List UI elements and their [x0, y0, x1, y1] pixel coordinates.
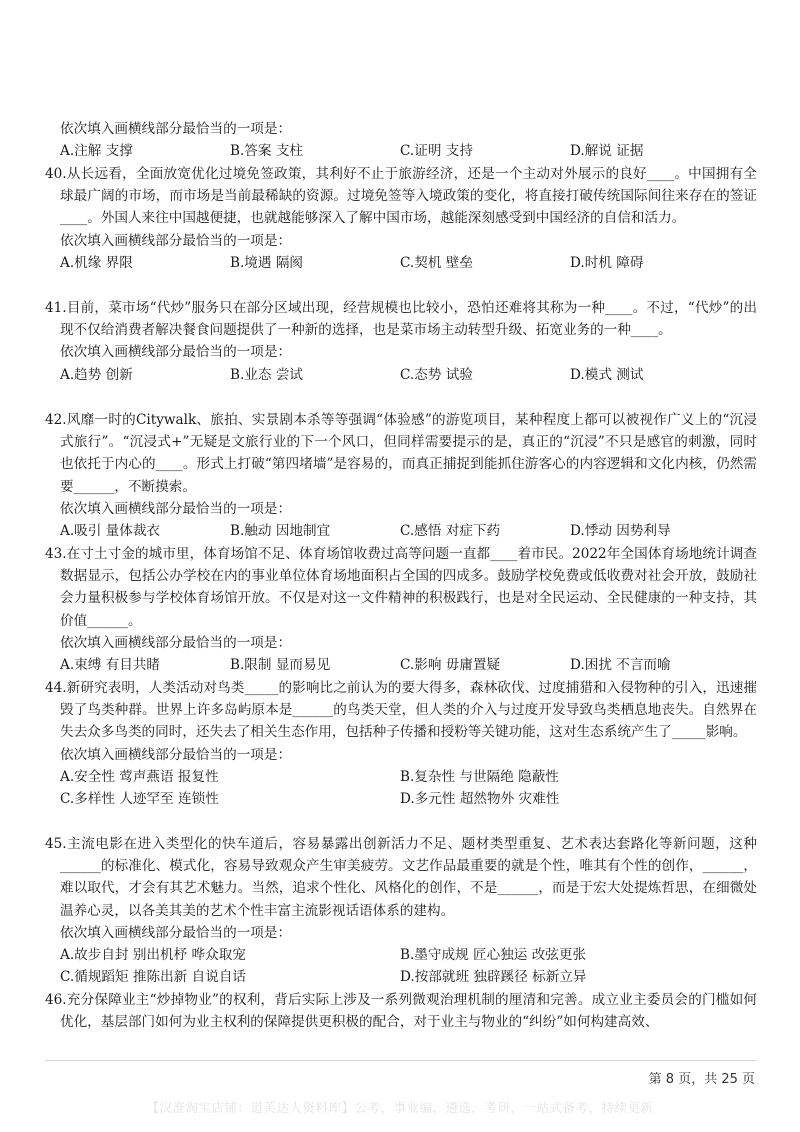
question-prompt: 依次填入画横线部分最恰当的一项是：: [60, 634, 292, 651]
question-prompt: 依次填入画横线部分最恰当的一项是：: [60, 500, 292, 517]
option-c: C.影响 毋庸置疑: [400, 657, 501, 674]
question-text: 46.充分保障业主“炒掉物业”的权利，背后实际上涉及一系列微观治理机制的厘清和完善。成立业主委员会的门槛如何优化，基层部门如何为业主权利的保障提供更积极的配合，对于业主与物业的“纠纷”如何构建高效、: [45, 992, 757, 1031]
option-a: A.机缘 界限: [60, 254, 133, 271]
option-d: D.时机 障碍: [570, 254, 644, 271]
question-prompt: 依次填入画横线部分最恰当的一项是：: [60, 746, 292, 763]
option-b: B.墨守成规 匠心独运 改弦更张: [400, 947, 587, 964]
options-grid: [45, 944, 757, 988]
option-b: B.限制 显而易见: [230, 657, 331, 674]
option-a: A.安全性 莺声燕语 报复性: [60, 768, 219, 785]
option-c: C.感悟 对症下药: [400, 523, 501, 540]
question-46: [45, 989, 757, 1033]
option-d: D.多元性 超然物外 灾难性: [400, 791, 560, 808]
question-text: 45.主流电影在进入类型化的快车道后，容易暴露出创新活力不足、题材类型重复、艺术表达套路化等新问题，这种______的标准化、模式化，容易导致观众产生审美疲劳。文艺作品最重要的就是个性，唯其有个性的创作，______，难以取代，才会有其艺术魅力。当然，追求个性化、风格化的创作，不是______，而是于宏大处提炼哲思，在细微处温养心灵，以各美其美的艺术个性丰富主流影视话语体系的建构。: [45, 836, 757, 919]
footer-divider: [45, 1060, 757, 1061]
option-a: A.故步自封 别出机杼 哗众取宠: [60, 947, 246, 964]
option-b: B.答案 支柱: [230, 143, 304, 160]
option-b: B.复杂性 与世隔绝 隐蔽性: [400, 768, 559, 785]
option-d: D.模式 测试: [570, 366, 644, 383]
question-prompt: 依次填入画横线部分最恰当的一项是：: [60, 121, 292, 137]
option-b: B.境遇 隔阂: [230, 254, 304, 271]
question-prompt: 依次填入画横线部分最恰当的一项是：: [60, 344, 292, 361]
question-45: [45, 833, 757, 988]
options-row: [45, 252, 757, 274]
option-a: A.注解 支撑: [60, 143, 133, 160]
watermark-text: 【汉准淘宝店铺：道芙达人资料库】公考，事业编，遴选，考研，一站式备考，持续更新: [146, 1100, 654, 1115]
question-text: 42.风靡一时的Citywalk、旅拍、实景剧本杀等等强调“体验感”的游览项目，某种程度上都可以被视作广义上的“沉浸式旅行”。“沉浸式+”无疑是文旅行业的下一个风口，但同样需要提示的是，真正的“沉浸”不只是感官的刺激，同时也依托于内心的____。形式上打破“第四堵墙”是容易的，而真正捕捉到能抓住游客心的内容逻辑和文化内核，仍然需要______，不断摸索。: [45, 412, 757, 495]
question-40: [45, 163, 757, 274]
question-prompt: 依次填入画横线部分最恰当的一项是：: [60, 924, 292, 941]
options-row: [45, 140, 757, 162]
option-d: D.悸动 因势利导: [570, 523, 671, 540]
option-c: C.多样性 人迹罕至 连锁性: [60, 791, 219, 808]
options-grid: [45, 766, 757, 810]
question-text: 44.新研究表明，人类活动对鸟类_____的影响比之前认为的要大得多，森林砍伐、过度捕猎和入侵物种的引入，迅速摧毁了鸟类种群。世界上许多岛屿原本是______的鸟类天堂，但人类的介入与过度开发导致鸟类栖息地丧失。自然界在失去众多鸟类的同时，还失去了相关生态作用，包括种子传播和授粉等关键功能，这对生态系统产生了_____影响。: [45, 680, 757, 741]
question-43: [45, 543, 757, 676]
option-a: A.趋势 创新: [60, 366, 133, 383]
options-row: [45, 520, 757, 542]
question-39-tail: [45, 118, 757, 162]
option-c: C.态势 试验: [400, 366, 473, 383]
option-c: C.证明 支持: [400, 143, 473, 160]
option-d: D.按部就班 独辟蹊径 标新立异: [400, 969, 587, 986]
option-b: B.业态 尝试: [230, 366, 304, 383]
question-text: 41.目前，菜市场“代炒”服务只在部分区域出现，经营规模也比较小，恐怕还难将其称为一种____。不过，“代炒”的出现不仅给消费者解决餐食问题提供了一种新的选择，也是菜市场主动转型升级、拓宽业务的一种____。: [45, 300, 757, 339]
option-d: D.困扰 不言而喻: [570, 657, 671, 674]
option-d: D.解说 证据: [570, 143, 644, 160]
options-row: [45, 364, 757, 386]
question-41: [45, 297, 757, 386]
option-c: C.契机 壁垒: [400, 254, 473, 271]
question-prompt: 依次填入画横线部分最恰当的一项是：: [60, 232, 292, 249]
option-a: A.束缚 有目共睹: [60, 657, 161, 674]
question-text: 43.在寸土寸金的城市里，体育场馆不足、体育场馆收费过高等问题一直都____着市民。2022年全国体育场地统计调查数据显示，包括公办学校在内的事业单位体育场地面积占全国的四成多。鼓励学校免费或低收费对社会开放，鼓励社会力量积极参与学校体育场馆开放。不仅是对这一文件精神的积极践行，也是对全民运动、全民健康的一种支持，其价值______。: [45, 546, 757, 629]
question-44: [45, 677, 757, 810]
option-b: B.触动 因地制宜: [230, 523, 331, 540]
option-c: C.循规蹈矩 推陈出新 自说自话: [60, 969, 247, 986]
option-a: A.吸引 量体裁衣: [60, 523, 161, 540]
options-row: [45, 654, 757, 676]
page-number: 第 8 页，共 25 页: [648, 1072, 755, 1087]
question-text: 40.从长远看，全面放宽优化过境免签政策，其利好不止于旅游经济，还是一个主动对外展示的良好____。中国拥有全球最广阔的市场，而市场是当前最稀缺的资源。过境免签等入境政策的变化，将直接打破传统国际间往来存在的签证____。外国人来往中国越便捷，也就越能够深入了解中国市场，越能深刻感受到中国经济的自信和活力。: [45, 166, 757, 227]
question-42: [45, 409, 757, 542]
